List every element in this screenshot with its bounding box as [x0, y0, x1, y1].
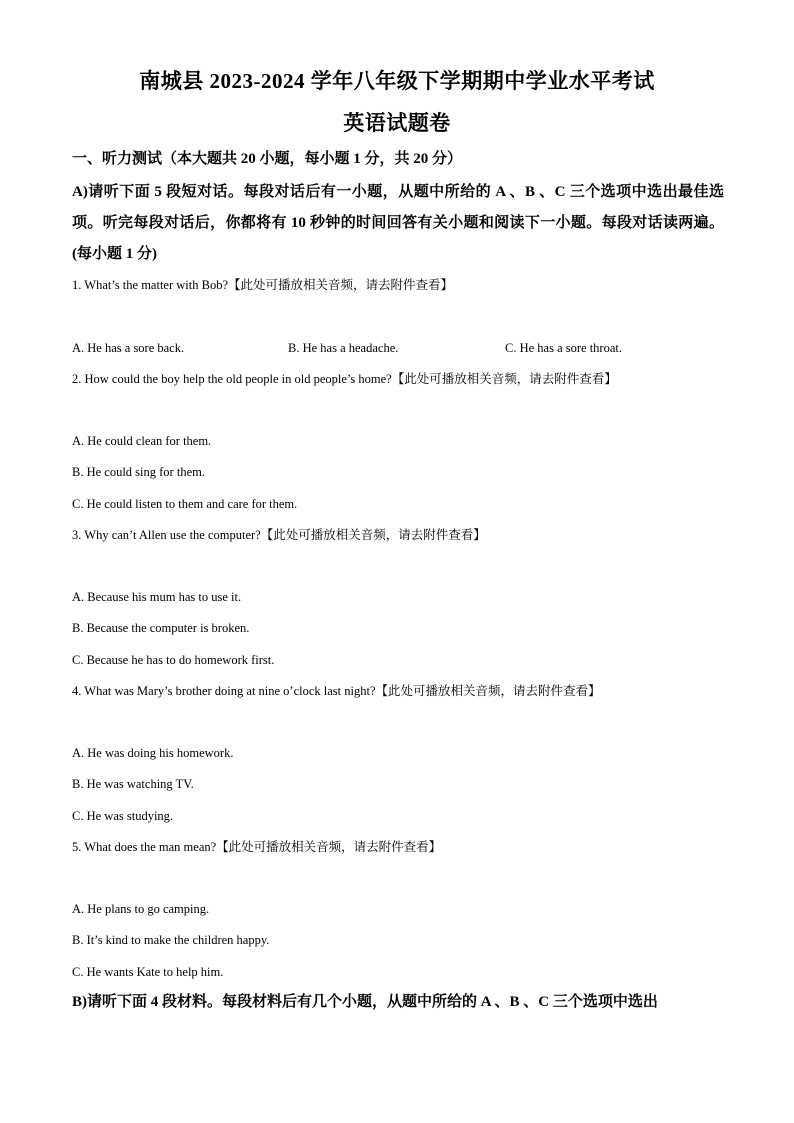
part-a-instructions: A)请听下面 5 段短对话。每段对话后有一小题，从题中所给的 A 、B 、C 三个选项中选出最佳选 项。听完每段对话后，你都将有 10 秒钟的时间回答有关小题和阅读下一小题。每段对话读两遍。(每小题 1 分)	[72, 184, 724, 262]
option-c: C. Because he has to do homework first.	[72, 653, 275, 667]
option-a: A. Because his mum has to use it.	[72, 590, 242, 604]
option-a: A. He was doing his homework.	[72, 746, 234, 760]
option-a: A. He has a sore back.	[72, 341, 185, 355]
audio-note[interactable]: 【此处可播放相关音频，请去附件查看】	[391, 372, 617, 386]
audio-note[interactable]: 【此处可播放相关音频，请去附件查看】	[216, 840, 442, 854]
question-text: 5. What does the man mean?	[72, 840, 217, 854]
exam-title: 南城县 2023-2024 学年八年级下学期期中学业水平考试	[139, 69, 655, 93]
audio-note[interactable]: 【此处可播放相关音频，请去附件查看】	[375, 684, 601, 698]
question-text: 3. Why can’t Allen use the computer?	[72, 528, 261, 542]
part-b-instructions: B)请听下面 4 段材料。每段材料后有几个小题，从题中所给的 A 、B 、C 三个选项中选出	[72, 994, 658, 1010]
question-stem-4	[72, 682, 601, 700]
question-text: 4. What was Mary’s brother doing at nine o’clock last night?	[72, 684, 376, 698]
question-text: 1. What’s the matter with Bob?	[72, 278, 228, 292]
option-b: B. It’s kind to make the children happy.	[72, 933, 270, 947]
audio-note[interactable]: 【此处可播放相关音频，请去附件查看】	[228, 278, 454, 292]
option-b: B. He was watching TV.	[72, 777, 194, 791]
option-a: A. He could clean for them.	[72, 434, 212, 448]
question-stem-5	[72, 838, 441, 856]
option-c: C. He has a sore throat.	[505, 341, 622, 355]
option-c: C. He could listen to them and care for them.	[72, 497, 298, 511]
exam-subtitle: 英语试题卷	[343, 111, 451, 135]
option-b: B. He has a headache.	[288, 341, 399, 355]
question-stem-1	[72, 276, 453, 294]
option-c: C. He was studying.	[72, 809, 174, 823]
question-text: 2. How could the boy help the old people in old people’s home?	[72, 372, 392, 386]
section-heading-listening: 一、听力测试（本大题共 20 小题，每小题 1 分，共 20 分）	[72, 151, 463, 167]
option-b: B. Because the computer is broken.	[72, 621, 250, 635]
option-b: B. He could sing for them.	[72, 465, 205, 479]
question-stem-2	[72, 370, 617, 388]
option-a: A. He plans to go camping.	[72, 902, 210, 916]
audio-note[interactable]: 【此处可播放相关音频，请去附件查看】	[260, 528, 486, 542]
question-stem-3	[72, 526, 486, 544]
option-c: C. He wants Kate to help him.	[72, 965, 224, 979]
